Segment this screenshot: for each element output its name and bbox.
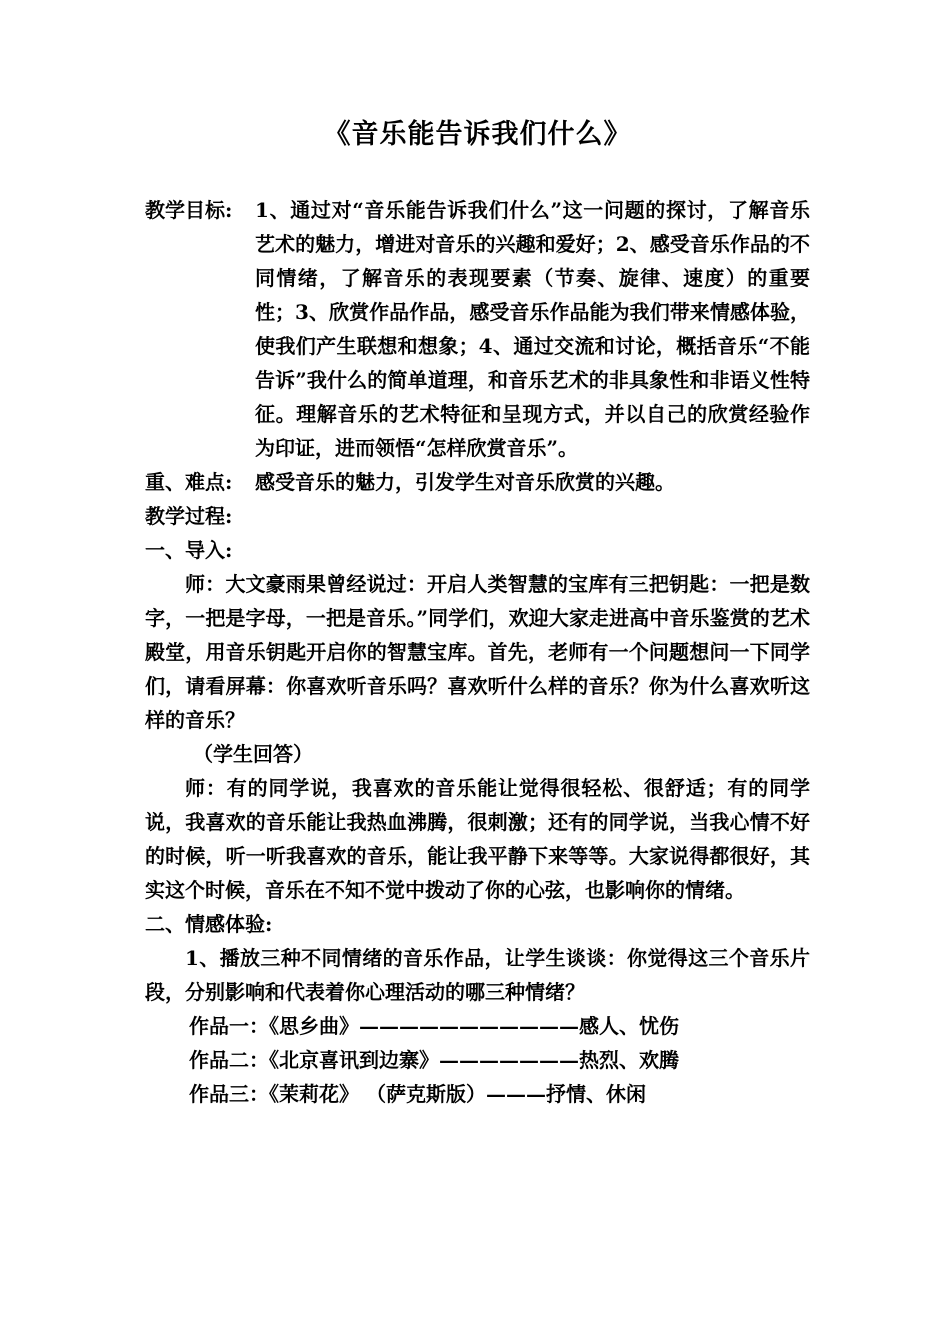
key-points-label: 重、难点: [145,470,233,494]
objectives-row [145,193,810,465]
process-heading: 教学过程: [145,504,233,528]
student-answer-note: （学生回答） [193,742,313,766]
work-item-1: 作品一：《思乡曲》———————————感人、忧伤 [189,1014,679,1038]
objectives-text: 1、通过对“音乐能告诉我们什么”这一问题的探讨，了解音乐艺术的魅力，增进对音乐的兴趣和爱好；2、感受音乐作品的不同情绪，了解音乐的表现要素（节奏、旋律、速度）的重要性；3、欣赏作品作品，感受音乐作品能为我们带来情感体验，使我们产生联想和想象；4、通过交流和讨论，概括音乐“不能告诉”我什么的简单道理，和音乐艺术的非具象性和非语义性特征。理解音乐的艺术特征和呈现方式，并以自己的欣赏经验作为印证，进而领悟“怎样欣赏音乐”。 [255,198,810,460]
objectives-block [145,193,810,1111]
section1-paragraph-1: 师：大文豪雨果曾经说过：开启人类智慧的宝库有三把钥匙：一把是数字，一把是字母，一把是音乐。”同学们，欢迎大家走进高中音乐鉴赏的艺术殿堂，用音乐钥匙开启你的智慧宝库。首先，老师有一个问题想问一下同学们，请看屏幕：你喜欢听音乐吗？喜欢听什么样的音乐？你为什么喜欢听这样的音乐？ [145,572,810,732]
section2-heading: 二、情感体验: [145,912,273,936]
document-title: 《音乐能告诉我们什么》 [323,119,632,150]
key-points-text: 感受音乐的魅力，引发学生对音乐欣赏的兴趣。 [255,470,675,494]
objectives-label: 教学目标: [145,198,233,222]
key-points-row [145,465,810,499]
work-item-2: 作品二：《北京喜讯到边寨》———————热烈、欢腾 [189,1048,679,1072]
section1-heading: 一、导入: [145,538,233,562]
section1-paragraph-2: 师：有的同学说，我喜欢的音乐能让觉得很轻松、很舒适；有的同学说，我喜欢的音乐能让我热血沸腾，很刺激；还有的同学说，当我心情不好的时候，听一听我喜欢的音乐，能让我平静下来等等。大家说得都很好，其实这个时候，音乐在不知不觉中拨动了你的心弦，也影响你的情绪。 [145,776,810,902]
work-item-3: 作品三：《茉莉花》 （萨克斯版）———抒情、休闲 [189,1082,646,1106]
section2-paragraph-1: 1、播放三种不同情绪的音乐作品，让学生谈谈：你觉得这三个音乐片段，分别影响和代表着你心理活动的哪三种情绪？ [145,946,810,1004]
